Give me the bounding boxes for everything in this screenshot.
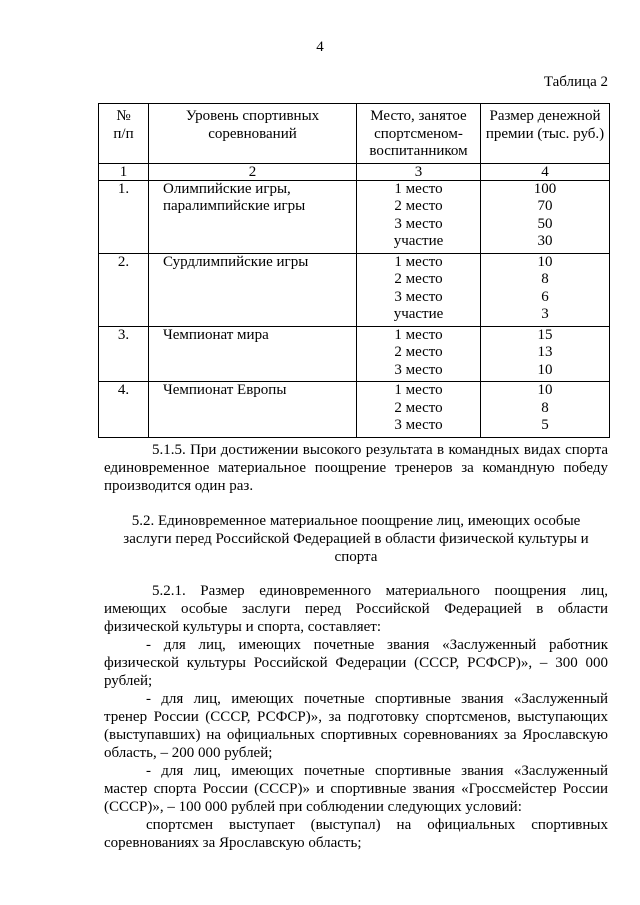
bullet-item: - для лиц, имеющих почетные звания «Заслуженный работник физической культуры Российской Федерации (СССР, РСФСР)», – 300 000 рублей; xyxy=(104,637,608,689)
prize-cell: 10 8 5 xyxy=(481,382,610,438)
section-heading-block xyxy=(116,512,596,566)
section-heading-5-2: 5.2. Единовременное материальное поощрение лиц, имеющих особые заслуги перед Российской Федерацией в области физической культуры и спорта xyxy=(123,513,589,565)
place-cell: 1 место 2 место 3 место участие xyxy=(357,180,481,253)
table-header-row xyxy=(99,104,610,164)
header-number: № п/п xyxy=(99,104,149,164)
table-row xyxy=(99,326,610,382)
bullet-item: - для лиц, имеющих почетные спортивные звания «Заслуженный тренер России (СССР, РСФСР)», за подготовку спортсменов, выступающих (выступавших) на официальных спортивных соревнованиях за Ярославскую область, – 200 000 рублей; xyxy=(104,691,608,761)
competition-level: Чемпионат Европы xyxy=(149,382,357,438)
competition-level: Чемпионат мира xyxy=(149,326,357,382)
header-competition-level: Уровень спортивных соревнований xyxy=(149,104,357,164)
row-number: 4. xyxy=(99,382,149,438)
column-number: 4 xyxy=(481,163,610,180)
body-text xyxy=(104,582,608,852)
column-number: 2 xyxy=(149,163,357,180)
table-row xyxy=(99,382,610,438)
row-number: 1. xyxy=(99,180,149,253)
place-cell: 1 место 2 место 3 место xyxy=(357,382,481,438)
paragraph-5-1-5-block xyxy=(104,441,608,495)
table-caption: Таблица 2 xyxy=(543,74,608,90)
condition-item: спортсмен выступает (выступал) на официальных спортивных соревнованиях за Ярославскую область; xyxy=(104,817,608,851)
header-place: Место, занятое спортсменом- воспитанником xyxy=(357,104,481,164)
row-number: 3. xyxy=(99,326,149,382)
prize-cell: 15 13 10 xyxy=(481,326,610,382)
row-number: 2. xyxy=(99,253,149,326)
column-number-row xyxy=(99,163,610,180)
bullet-item: - для лиц, имеющих почетные спортивные звания «Заслуженный мастер спорта России (СССР)» и спортивные звания «Гроссмейстер России (СССР)», – 100 000 рублей при соблюдении следующих условий: xyxy=(104,763,608,815)
prize-table xyxy=(98,103,610,438)
column-number: 1 xyxy=(99,163,149,180)
header-prize-amount: Размер денежной премии (тыс. руб.) xyxy=(481,104,610,164)
paragraph-5-1-5: 5.1.5. При достижении высокого результата в командных видах спорта единовременное материальное поощрение тренеров за командную победу производится один раз. xyxy=(104,442,608,494)
prize-cell: 100 70 50 30 xyxy=(481,180,610,253)
competition-level: Олимпийские игры, паралимпийские игры xyxy=(149,180,357,253)
table-row xyxy=(99,253,610,326)
table-row xyxy=(99,180,610,253)
prize-cell: 10 8 6 3 xyxy=(481,253,610,326)
competition-level: Сурдлимпийские игры xyxy=(149,253,357,326)
paragraph-5-2-1: 5.2.1. Размер единовременного материального поощрения лиц, имеющих особые заслуги перед Российской Федерацией в области физической культуры и спорта, составляет: xyxy=(104,583,608,635)
place-cell: 1 место 2 место 3 место xyxy=(357,326,481,382)
column-number: 3 xyxy=(357,163,481,180)
page-number: 4 xyxy=(316,39,324,55)
place-cell: 1 место 2 место 3 место участие xyxy=(357,253,481,326)
